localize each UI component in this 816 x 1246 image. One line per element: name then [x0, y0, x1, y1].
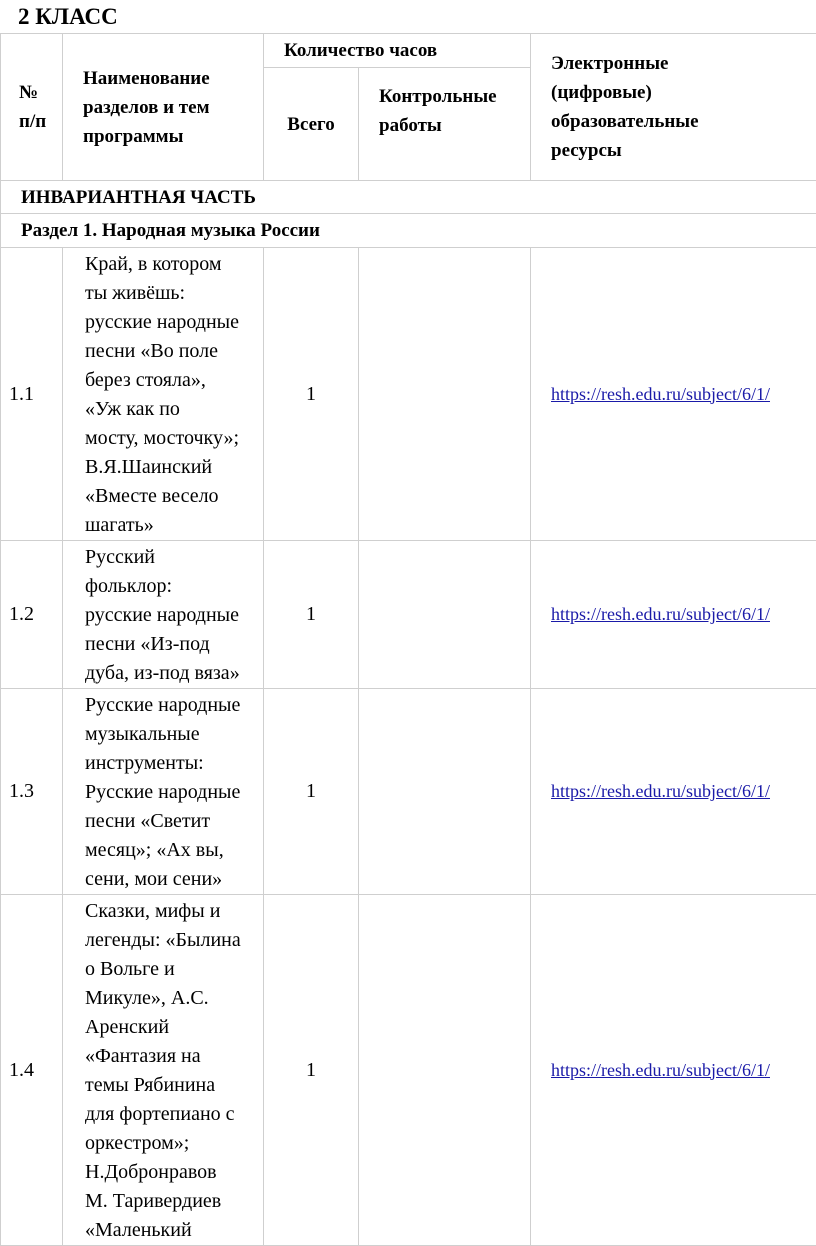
header-hours: Количество часов — [264, 34, 531, 68]
row-control — [359, 541, 531, 689]
header-total: Всего — [264, 68, 359, 181]
page-title: 2 КЛАСС — [18, 2, 118, 32]
table-row — [1, 689, 816, 895]
row-num: 1.3 — [1, 689, 63, 895]
row-num: 1.2 — [1, 541, 63, 689]
row-total: 1 — [264, 541, 359, 689]
resource-link[interactable]: https://resh.edu.ru/subject/6/1/ — [551, 604, 770, 624]
curriculum-table — [0, 33, 816, 1246]
header-resources: Электронные (цифровые) образовательные ресурсы — [531, 34, 816, 181]
section-heading: Раздел 1. Народная музыка России — [1, 214, 816, 248]
row-name: Край, в котором ты живёшь: русские народные песни «Во поле берез стояла», «Уж как по мосту, мосточку»; В.Я.Шаинский «Вместе весело шагать» — [63, 248, 264, 541]
row-total: 1 — [264, 689, 359, 895]
row-total: 1 — [264, 248, 359, 541]
row-name: Русские народные музыкальные инструменты: Русские народные песни «Светит месяц»; «Ах вы, сени, мои сени» — [63, 689, 264, 895]
row-num: 1.1 — [1, 248, 63, 541]
table-row — [1, 541, 816, 689]
row-name: Русский фольклор: русские народные песни «Из-под дуба, из-под вяза» — [63, 541, 264, 689]
resource-link[interactable]: https://resh.edu.ru/subject/6/1/ — [551, 1060, 770, 1080]
header-control: Контрольные работы — [359, 68, 531, 181]
table-row — [1, 248, 816, 541]
row-control — [359, 248, 531, 541]
resource-link[interactable]: https://resh.edu.ru/subject/6/1/ — [551, 384, 770, 404]
header-name: Наименование разделов и тем программы — [63, 34, 264, 181]
resource-link[interactable]: https://resh.edu.ru/subject/6/1/ — [551, 781, 770, 801]
row-control — [359, 689, 531, 895]
row-total: 1 — [264, 895, 359, 1246]
part-heading: ИНВАРИАНТНАЯ ЧАСТЬ — [1, 181, 816, 214]
row-name: Сказки, мифы и легенды: «Былина о Вольге и Микуле», А.С. Аренский «Фантазия на темы Рябинина для фортепиано с оркестром»; Н.Добронравов М. Таривердиев «Маленький — [63, 895, 264, 1246]
table-row — [1, 895, 816, 1246]
header-num: № п/п — [1, 34, 63, 181]
row-num: 1.4 — [1, 895, 63, 1246]
row-control — [359, 895, 531, 1246]
